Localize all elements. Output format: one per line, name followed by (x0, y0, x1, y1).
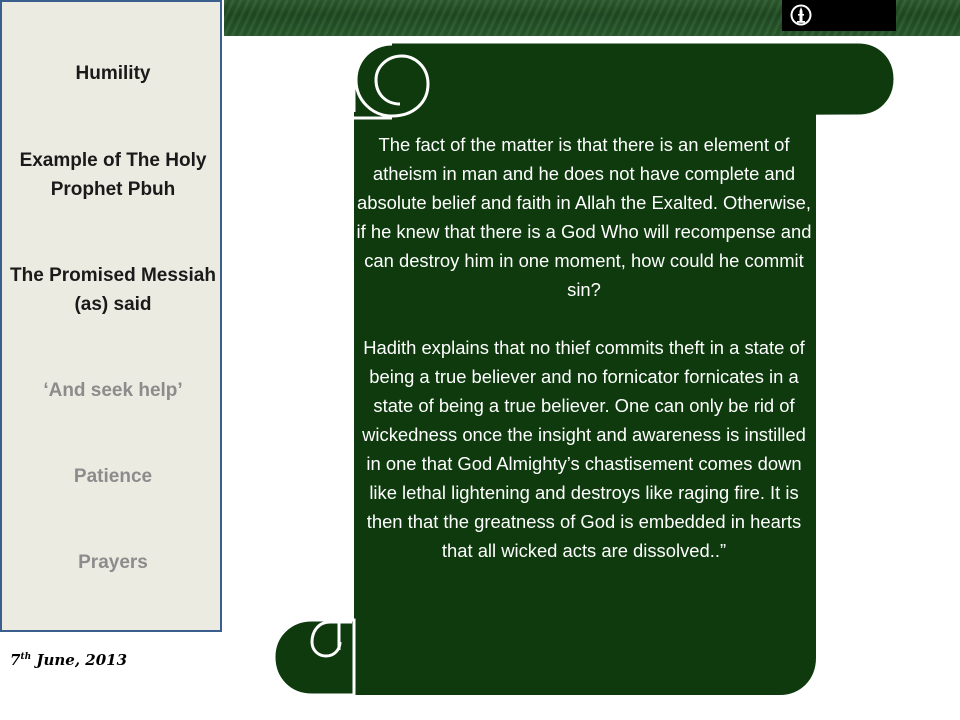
date-rest: June, 2013 (31, 651, 128, 669)
scroll-top-roll (354, 42, 895, 118)
minaret-emblem-icon (790, 3, 812, 27)
header-logo (782, 0, 896, 31)
sidebar-item-seek-help[interactable]: ‘And seek help’ (43, 380, 183, 401)
sidebar-item-patience[interactable]: Patience (73, 466, 153, 487)
sidebar-item-promised-messiah[interactable]: The Promised Messiah (as) said (10, 265, 216, 315)
sidebar-item-humility[interactable]: Humility (75, 63, 151, 84)
sidebar-item-prayers[interactable]: Prayers (78, 552, 148, 573)
scroll-quote (354, 130, 814, 565)
quote-paragraph-1: The fact of the matter is that there is an element of atheism in man and he does not have complete and absolute belief and faith in Allah the Exalted. Otherwise, if he knew that there is a God Who will recompense and can destroy him in one moment, how could he commit sin? (356, 134, 812, 300)
quote-paragraph-2: Hadith explains that no thief commits theft in a state of being a true believer and no fornicator fornicates in a state of being a true believer. One can only be rid of wickedness once the insight and awareness is instilled in one that God Almighty’s chastisement comes down like lethal lightening and destroys like raging fire. It is then that the greatness of God is embedded in hearts that all wicked acts are dissolved..” (362, 337, 806, 561)
date-day: 7 (10, 651, 21, 669)
sidebar-item-example-of-holy-prophet[interactable]: Example of The Holy Prophet Pbuh (19, 150, 207, 200)
date-suffix: th (20, 652, 32, 662)
